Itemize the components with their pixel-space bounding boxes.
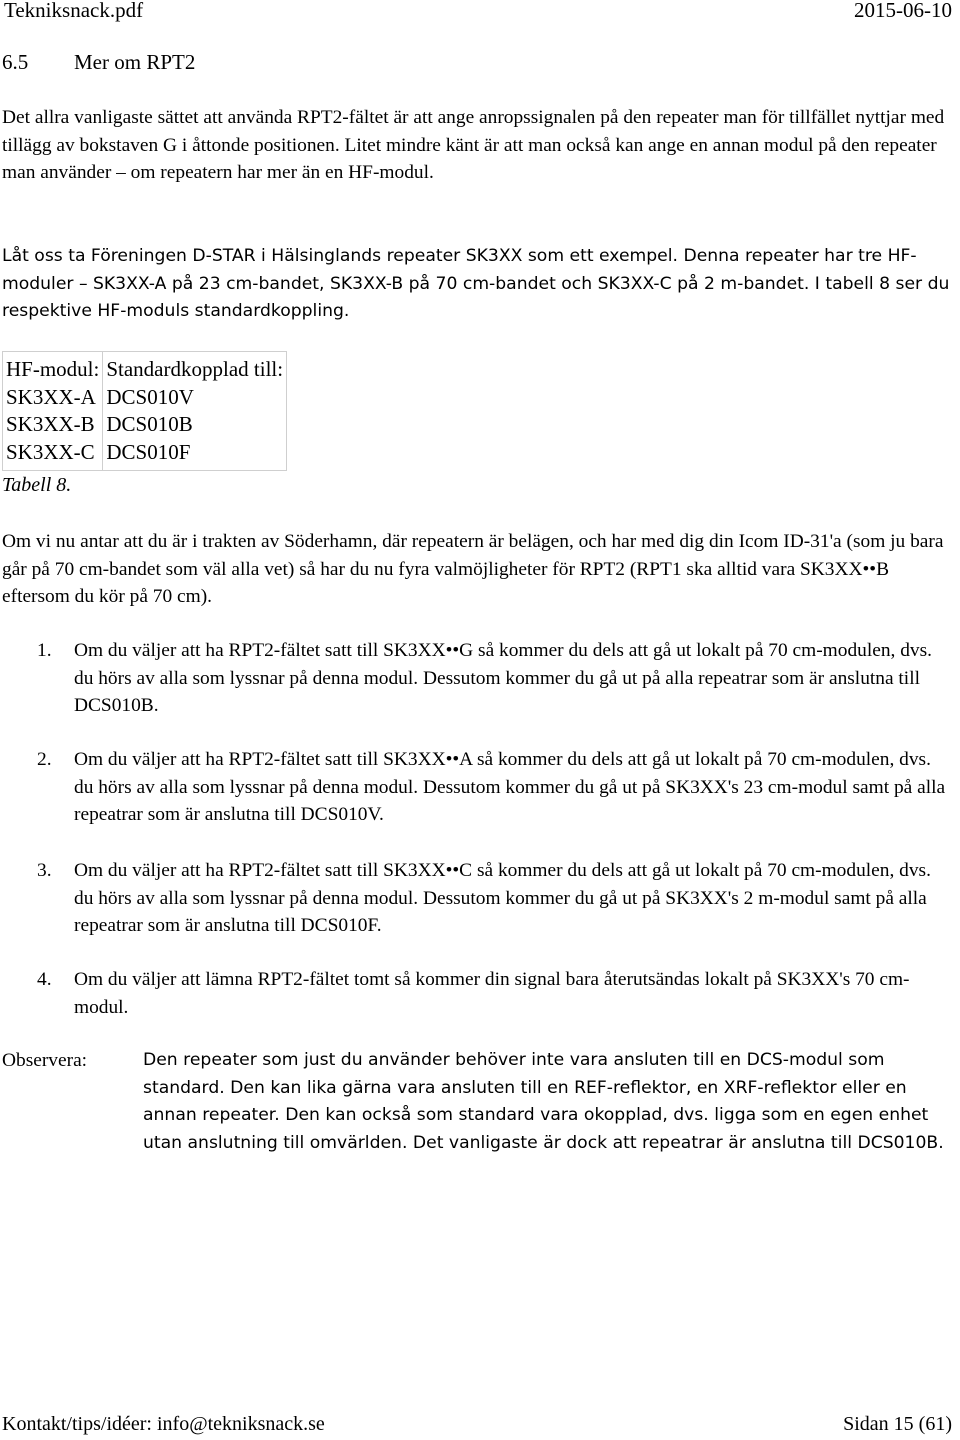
- header-filename: Tekniksnack.pdf: [4, 0, 144, 22]
- list-marker: 4.: [37, 969, 52, 990]
- list-text: Om du väljer att ha RPT2-fältet satt till SK3XX••C så kommer du dels att gå ut lokalt på 70 cm-modulen, dvs. du hörs av alla som lyssnar på denna modul. Dessutom kommer du gå ut på SK3XX's 2 m-modul samt på alla repeatrar som är anslutna till DCS010F.: [74, 860, 931, 936]
- list-text: Om du väljer att ha RPT2-fältet satt till SK3XX••A så kommer du dels att gå ut lokalt på 70 cm-modulen, dvs. du hörs av alla som lyssnar på denna modul. Dessutom kommer du gå ut på SK3XX's 23 cm-modul samt på alla repeatrar som är anslutna till DCS010V.: [74, 749, 946, 825]
- scenario-paragraph: Om vi nu antar att du är i trakten av Söderhamn, där repeatern är belägen, och har med dig din Icom ID-31'a (som ju bara går på 70 cm-bandet som väl alla vet) så har du nu fyra valmöjligheter för RPT2 (RPT1 ska alltid vara SK3XX••B eftersom du kör på 70 cm).: [2, 531, 944, 607]
- module-cell: SK3XX-B: [6, 412, 95, 436]
- header-date: 2015-06-10: [854, 0, 952, 22]
- list-marker: 1.: [37, 640, 52, 661]
- link-header: Standardkopplad till:: [106, 357, 284, 381]
- intro-paragraph: Det allra vanligaste sättet att använda RPT2-fältet är att ange anropssignalen på den repeater man för tillfället nyttjar med tillägg av bokstaven G i åttonde positionen. Litet mindre känt är att man också kan ange en annan modul på den repeater man använder – om repeatern har mer än en HF-modul.: [2, 107, 945, 183]
- module-cell: SK3XX-C: [6, 439, 95, 464]
- note-text: Den repeater som just du använder behöver inte vara ansluten till en DCS-modul som standard. Den kan lika gärna vara ansluten till en REF-reflektor, en XRF-reflektor eller en annan repeater. Den kan också som standard vara okopplad, dvs. ligga som en egen enhet utan anslutning till omvärlden. Det vanligaste är dock att repeatrar är anslutna till DCS010B.: [143, 1050, 944, 1153]
- section-heading: [2, 50, 195, 75]
- list-marker: 2.: [37, 749, 52, 770]
- section-title: Mer om RPT2: [74, 50, 196, 74]
- link-cell: DCS010V: [106, 384, 194, 409]
- module-column: [3, 352, 103, 471]
- list-text: Om du väljer att ha RPT2-fältet satt till SK3XX••G så kommer du dels att gå ut lokalt på 70 cm-modulen, dvs. du hörs av alla som lyssnar på denna modul. Dessutom kommer du gå ut på alla repeatrar som är anslutna till DCS010B.: [74, 640, 932, 716]
- module-header: HF-modul:: [6, 357, 100, 381]
- list-text: Om du väljer att lämna RPT2-fältet tomt så kommer din signal bara återutsändas lokalt på SK3XX's 70 cm-modul.: [74, 969, 910, 1018]
- link-cell: DCS010B: [106, 412, 193, 436]
- module-cell: SK3XX-A: [6, 384, 96, 409]
- footer-contact: Kontakt/tips/idéer: info@tekniksnack.se: [2, 1413, 325, 1435]
- link-cell: DCS010F: [106, 439, 191, 464]
- module-table: [2, 351, 287, 471]
- note-label: Observera:: [2, 1050, 88, 1071]
- list-marker: 3.: [37, 860, 52, 881]
- footer-page-number: Sidan 15 (61): [843, 1413, 952, 1435]
- example-paragraph: Låt oss ta Föreningen D-STAR i Hälsinglands repeater SK3XX som ett exempel. Denna repeater har tre HF-moduler – SK3XX-A på 23 cm-bandet, SK3XX-B på 70 cm-bandet och SK3XX-C på 2 m-bandet. I tabell 8 ser du respektive HF-moduls standardkoppling.: [2, 246, 950, 321]
- link-column: [103, 352, 287, 471]
- section-number: 6.5: [2, 50, 29, 74]
- table-caption: Tabell 8.: [2, 474, 72, 496]
